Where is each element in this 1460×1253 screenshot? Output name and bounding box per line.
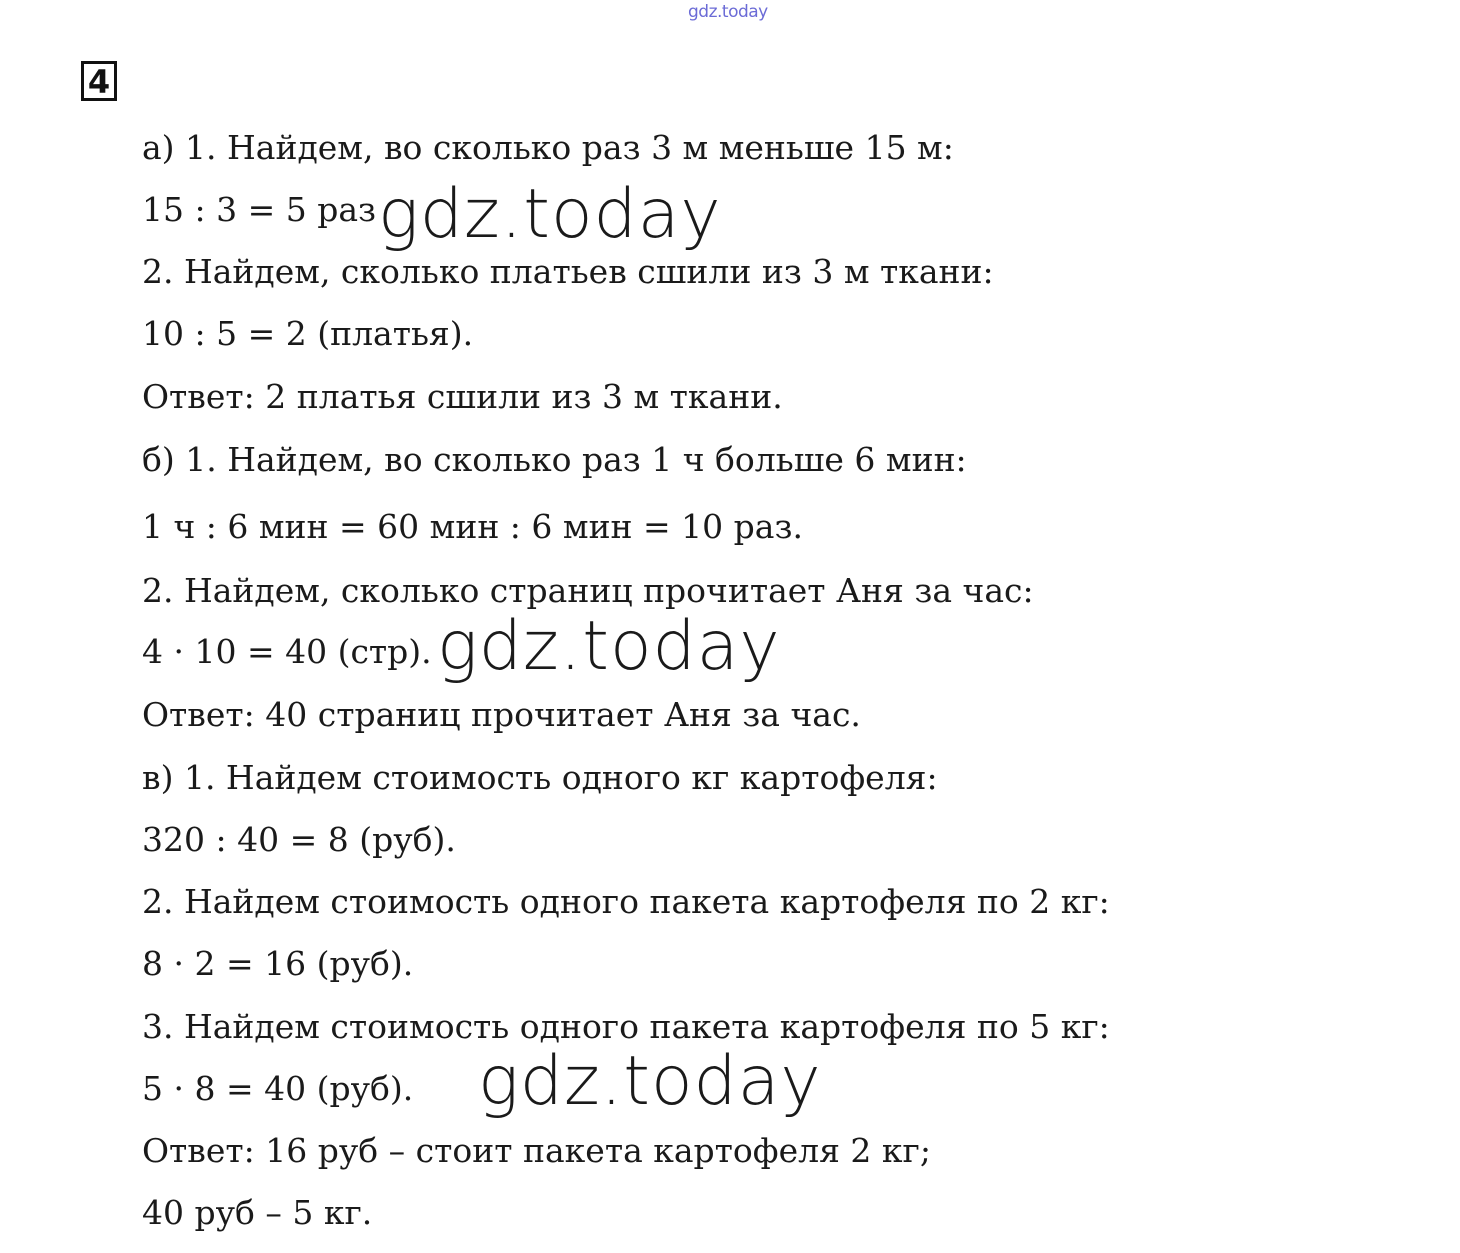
solution-line: 2. Найдем, сколько страниц прочитает Аня за час: [142,571,1034,610]
answer-line: Ответ: 40 страниц прочитает Аня за час. [142,695,861,734]
answer-line: 40 руб – 5 кг. [142,1193,373,1232]
top-site-watermark: gdz.today [688,2,768,22]
solution-line: а) 1. Найдем, во сколько раз 3 м меньше 15 м: [142,128,954,167]
solution-line: 2. Найдем, сколько платьев сшили из 3 м ткани: [142,252,994,291]
solution-line: 4 · 10 = 40 (стр). [142,632,432,671]
solution-line: 3. Найдем стоимость одного пакета картофеля по 5 кг: [142,1007,1110,1046]
solution-line: 320 : 40 = 8 (руб). [142,820,456,859]
answer-line: Ответ: 2 платья сшили из 3 м ткани. [142,377,783,416]
solution-line: 1 ч : 6 мин = 60 мин : 6 мин = 10 раз. [142,507,803,546]
solution-line: в) 1. Найдем стоимость одного кг картофеля: [142,758,938,797]
watermark-logo: gdz.today [378,175,722,254]
solution-line: 15 : 3 = 5 раз [142,190,376,229]
solution-line: б) 1. Найдем, во сколько раз 1 ч больше 6 мин: [142,440,967,479]
watermark-logo: gdz.today [437,607,781,686]
solution-line: 10 : 5 = 2 (платья). [142,314,474,353]
watermark-logo: gdz.today [478,1042,822,1121]
solution-line: 5 · 8 = 40 (руб). [142,1069,414,1108]
answer-line: Ответ: 16 руб – стоит пакета картофеля 2 кг; [142,1131,931,1170]
solution-line: 2. Найдем стоимость одного пакета картофеля по 2 кг: [142,882,1110,921]
task-number-box: 4 [81,61,117,101]
solution-line: 8 · 2 = 16 (руб). [142,944,414,983]
